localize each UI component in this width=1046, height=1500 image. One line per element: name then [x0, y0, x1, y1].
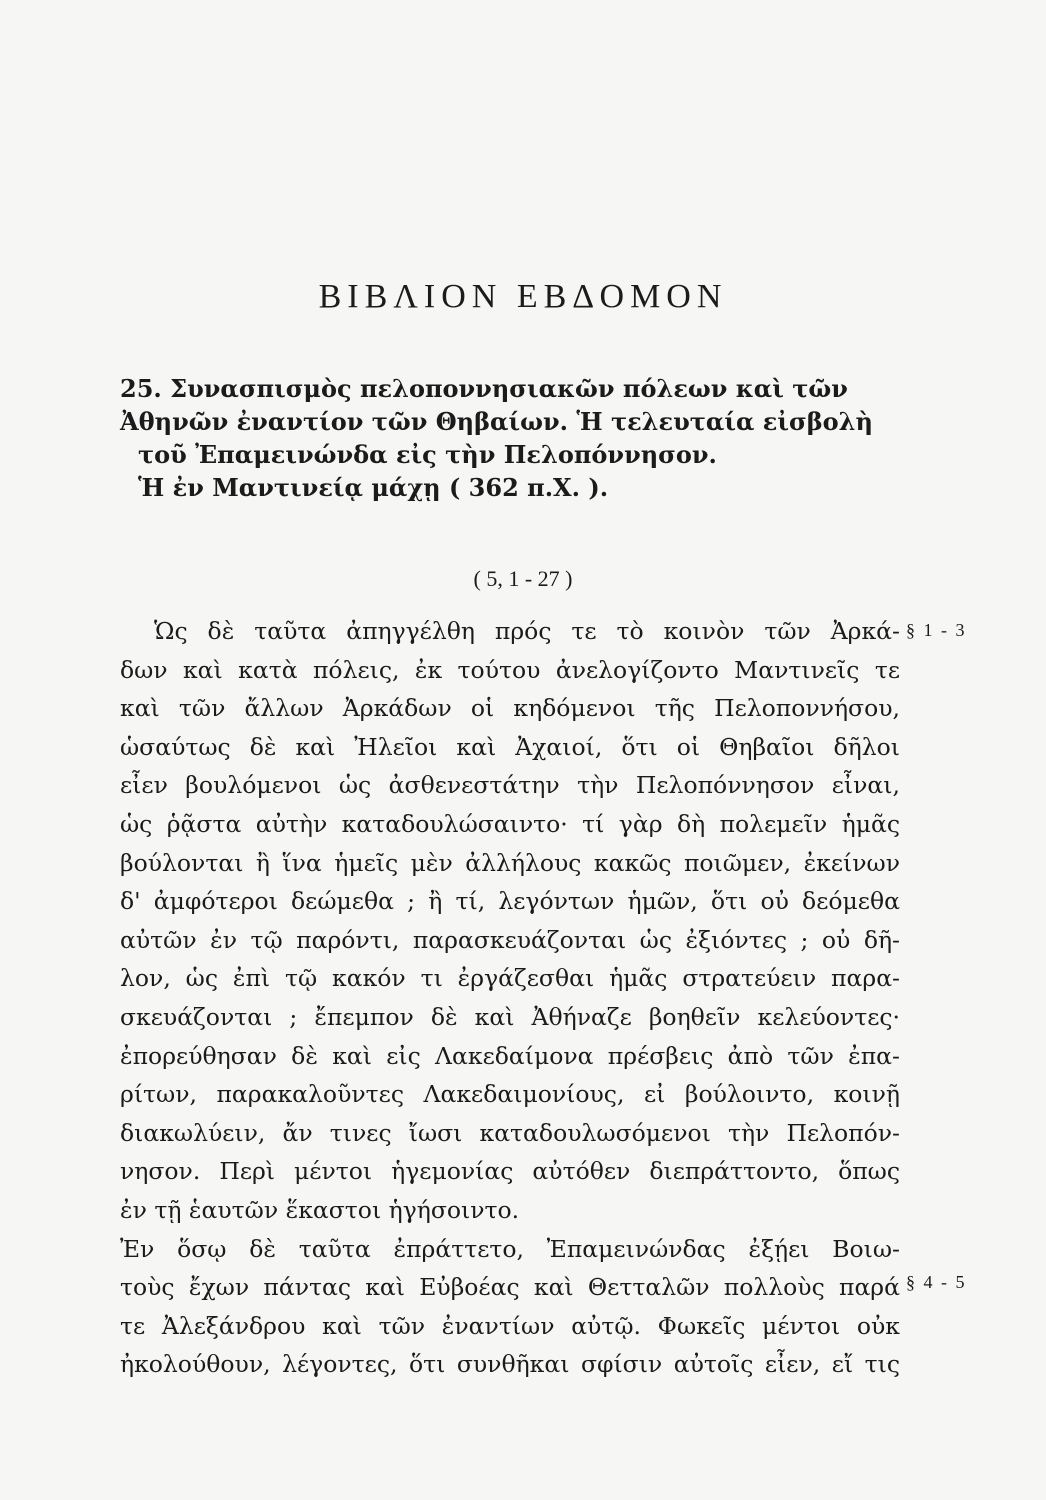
book-title: ΒΙΒΛΙΟΝ ΕΒΔΟΜΟΝ: [318, 278, 728, 315]
text-line: διακωλύειν, ἄν τινες ἴωσι καταδουλωσόμενοι τὴν Πελοπόν-: [120, 1118, 900, 1147]
text-line: αὐτῶν ἐν τῷ παρόντι, παρασκευάζονται ὡς ἐξιόντες ; οὐ δῆ-: [120, 925, 900, 954]
text-line: ἠκολούθουν, λέγοντες, ὅτι συνθῆκαι σφίσιν αὐτοῖς εἶεν, εἴ τις: [120, 1350, 900, 1379]
text-line: ἐν τῇ ἑαυτῶν ἕκαστοι ἡγήσοιντο.: [120, 1195, 520, 1224]
text-line: ὡσαύτως δὲ καὶ Ἠλεῖοι καὶ Ἀχαιοί, ὅτι οἱ Θηβαῖοι δῆλοι: [120, 732, 900, 761]
text-line: νησον. Περὶ μέντοι ἡγεμονίας αὐτόθεν διεπράττοντο, ὅπως: [120, 1157, 900, 1186]
body-text: [120, 612, 900, 1384]
section-source-reference: ( 5, 1 - 27 ): [473, 566, 573, 591]
text-line: ρίτων, παρακαλοῦντες Λακεδαιμονίους, εἰ βούλοιντο, κοινῇ: [120, 1080, 900, 1109]
margin-paragraph-reference: § 4 - 5: [906, 1272, 967, 1292]
text-line: εἶεν βουλόμενοι ὡς ἀσθενεστάτην τὴν Πελοπόννησον εἶναι,: [120, 771, 900, 800]
text-line: ὡς ῥᾷστα αὐτὴν καταδουλώσαιντο· τί γὰρ δὴ πολεμεῖν ἡμᾶς: [120, 809, 900, 838]
text-line: τε Ἀλεξάνδρου καὶ τῶν ἐναντίων αὐτῷ. Φωκεῖς μέντοι οὐκ: [120, 1311, 900, 1340]
section-heading-line: Ἡ ἐν Μαντινείᾳ μάχῃ ( 362 π.Χ. ).: [138, 473, 609, 502]
text-line: Ἐν ὅσῳ δὲ ταῦτα ἐπράττετο, Ἐπαμεινώνδας ἐξῄει Βοιω-: [120, 1234, 900, 1263]
section-heading: [120, 372, 920, 504]
section-heading-line: Ἀθηνῶν ἐναντίον τῶν Θηβαίων. Ἡ τελευταία εἰσβολὴ: [120, 407, 873, 436]
margin-paragraph-reference: § 1 - 3: [906, 620, 967, 640]
text-line: Ὡς δὲ ταῦτα ἀπηγγέλθη πρός τε τὸ κοινὸν τῶν Ἀρκά-: [154, 617, 900, 645]
text-line: καὶ τῶν ἄλλων Ἀρκάδων οἱ κηδόμενοι τῆς Πελοποννήσου,: [120, 694, 900, 723]
section-heading-line: 25. Συνασπισμὸς πελοποννησιακῶν πόλεων καὶ τῶν: [120, 374, 848, 403]
text-line: σκευάζονται ; ἔπεμπον δὲ καὶ Ἀθήναζε βοηθεῖν κελεύοντες·: [120, 1002, 900, 1031]
text-line: λον, ὡς ἐπὶ τῷ κακόν τι ἐργάζεσθαι ἡμᾶς στρατεύειν παρα-: [120, 964, 900, 993]
text-line: δ' ἀμφότεροι δεώμεθα ; ἢ τί, λεγόντων ἡμῶν, ὅτι οὐ δεόμεθα: [120, 887, 900, 916]
text-line: βούλονται ἢ ἵνα ἡμεῖς μὲν ἀλλήλους κακῶς ποιῶμεν, ἐκείνων: [120, 848, 900, 877]
text-line: δων καὶ κατὰ πόλεις, ἐκ τούτου ἀνελογίζοντο Μαντινεῖς τε: [120, 655, 900, 684]
text-line: ἐπορεύθησαν δὲ καὶ εἰς Λακεδαίμονα πρέσβεις ἀπὸ τῶν ἐπα-: [120, 1041, 900, 1070]
text-line: τοὺς ἔχων πάντας καὶ Εὐβοέας καὶ Θετταλῶν πολλοὺς παρά: [120, 1273, 900, 1302]
section-heading-line: τοῦ Ἐπαμεινώνδα εἰς τὴν Πελοπόννησον.: [138, 440, 717, 469]
